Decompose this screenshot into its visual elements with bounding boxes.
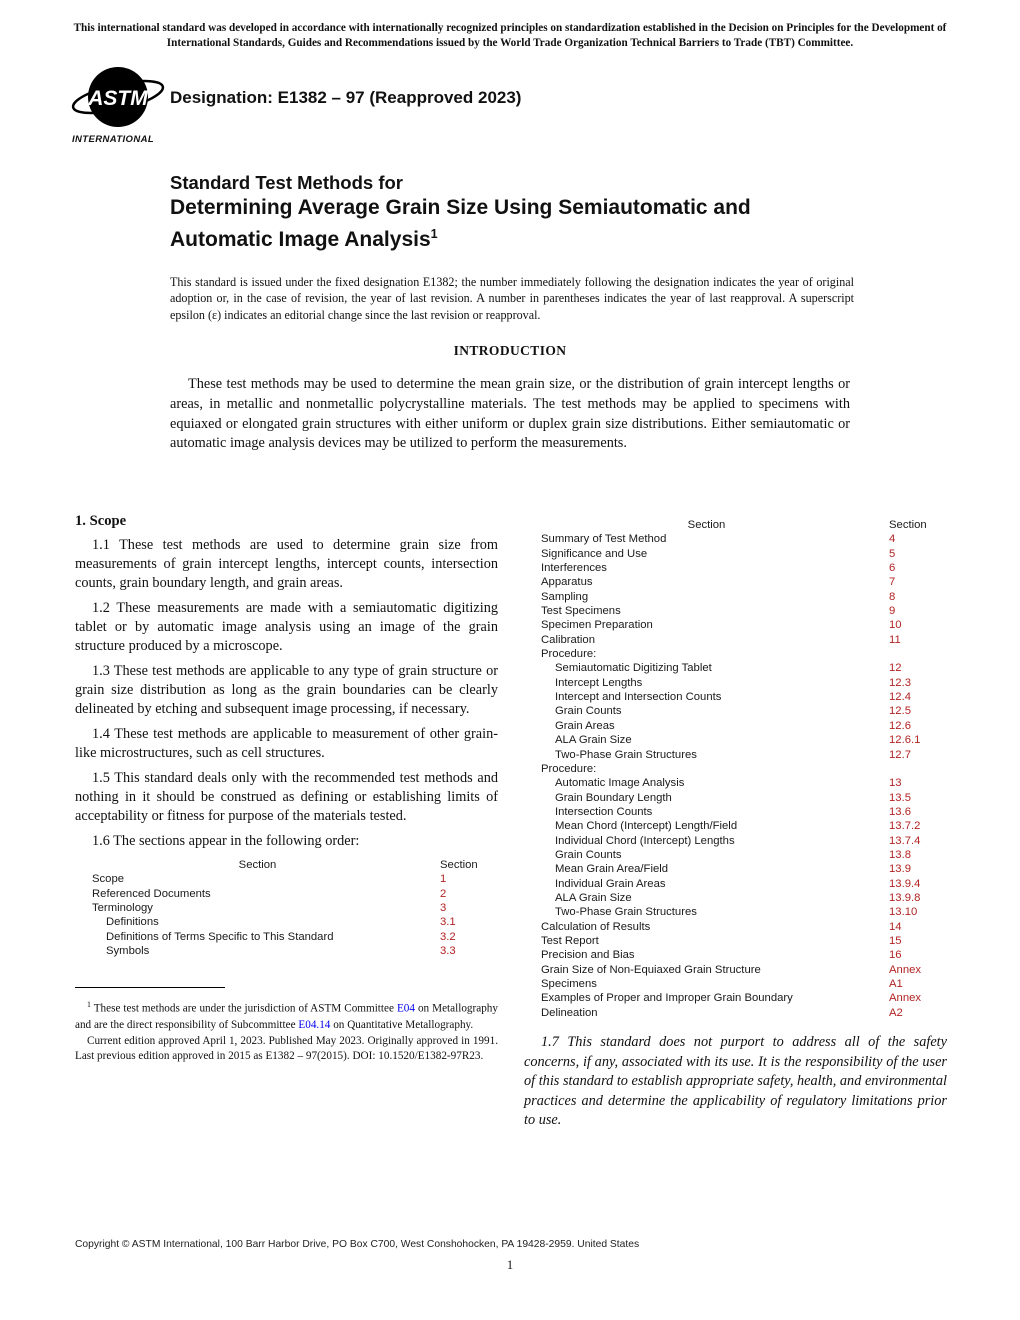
committee-link-e04[interactable]: E04: [396, 1003, 415, 1016]
toc-entry-number[interactable]: A2: [889, 1006, 903, 1019]
toc-entry-label: Two-Phase Grain Structures: [555, 748, 697, 761]
paragraph-1-3: 1.3 These test methods are applicable to any type of grain structure or grain size distribution as long as the grain boundaries can be clearly delineated by etching and subsequent image processing, if necessary.: [75, 662, 498, 718]
toc-row: [524, 862, 947, 876]
toc-row: [75, 901, 498, 915]
title-line-3-text: Automatic Image Analysis: [170, 228, 431, 251]
toc-entry-label: Calibration: [541, 633, 596, 646]
toc-entry-label: Scope: [92, 873, 125, 886]
toc-entry-label: Sampling: [541, 590, 589, 603]
toc-row: [75, 944, 498, 958]
footnote-ref: 1: [87, 1000, 91, 1010]
toc-entry-number[interactable]: 7: [889, 576, 896, 589]
introduction-body: These test methods may be used to determine the mean grain size, or the distribution of grain intercept lengths or areas, in metallic and nonmetallic polycrystalline materials. The test methods may be applied to specimens with equiaxed or elongated grain structures with either uniform or duplex grain size distributions. Either semiautomatic or automatic image analysis devices may be utilized to perform the measurements.: [170, 376, 850, 452]
toc-row: [524, 977, 947, 991]
toc-entry-number[interactable]: 12: [889, 662, 902, 675]
toc-entry-number[interactable]: 14: [889, 920, 902, 933]
astm-globe-icon: [70, 64, 166, 132]
toc-row: [524, 532, 947, 546]
toc-row: [524, 991, 947, 1005]
toc-entry-number: [889, 762, 947, 776]
toc-entry-number[interactable]: 6: [889, 562, 896, 575]
toc-entry-number[interactable]: Annex: [889, 963, 922, 976]
toc-entry-label: Symbols: [106, 945, 150, 958]
toc-entry-number[interactable]: 3.1: [440, 916, 456, 929]
subcommittee-link-e04-14[interactable]: E04.14: [298, 1018, 331, 1031]
toc-row: [524, 905, 947, 919]
toc-row: [75, 915, 498, 929]
toc-entry-number[interactable]: 3.2: [440, 930, 456, 943]
tbt-notice: This international standard was developed in accordance with internationally recognized principles on standardization established in the Decision on Principles for the Development of International Standards, Guides and Recommendations issued by the World Trade Organization Technical Barriers to Trade (TBT) Committee.: [73, 22, 947, 49]
left-column: [75, 508, 498, 1131]
toc-entry-number[interactable]: 13.9.4: [889, 877, 921, 890]
toc-entry-label: Definitions of Terms Specific to This Standard: [106, 930, 334, 943]
footnote-2: Current edition approved April 1, 2023. Published May 2023. Originally approved in 1991. Last previous edition approved in 2015 as E1382 – 97(2015). DOI: 10.1520/E1382-97R23.: [75, 1035, 498, 1063]
toc-row: [524, 704, 947, 718]
toc-header-label: Section: [687, 519, 726, 531]
toc-entry-number[interactable]: Annex: [889, 992, 922, 1005]
toc-entry-number[interactable]: A1: [889, 978, 903, 990]
toc-entry-number: [889, 647, 947, 661]
toc-header-label: Section: [238, 859, 277, 872]
toc-entry-label: Intercept and Intersection Counts: [555, 691, 722, 704]
toc-entry-number[interactable]: 13: [889, 777, 902, 790]
toc-entry-label: Intersection Counts: [555, 805, 653, 818]
toc-entry-label: Precision and Bias: [541, 949, 635, 962]
footnote-divider: [75, 987, 225, 988]
toc-row: [524, 1006, 947, 1020]
footnote-1-text-c: on Quantitative Metallography.: [330, 1018, 474, 1031]
scope-heading: 1. Scope: [75, 513, 127, 529]
title-line-1: Standard Test Methods for: [170, 172, 403, 193]
toc-entry-label: Examples of Proper and Improper Grain Boundary: [541, 992, 793, 1005]
toc-entry-number[interactable]: 5: [889, 547, 896, 560]
toc-entry-number[interactable]: 13.9.8: [889, 891, 921, 904]
toc-entry-number[interactable]: 4: [889, 533, 896, 546]
toc-left-table: [75, 858, 498, 958]
toc-entry-label: Grain Areas: [555, 719, 615, 732]
page-number: 1: [506, 1258, 514, 1272]
title-line-3: [170, 221, 890, 253]
toc-entry-number[interactable]: 12.6.1: [889, 734, 921, 747]
toc-entry-label: Intercept Lengths: [555, 676, 643, 689]
toc-entry-label: Grain Size of Non-Equiaxed Grain Structure: [541, 963, 761, 976]
toc-entry-label: Mean Grain Area/Field: [555, 863, 669, 876]
toc-row: [524, 733, 947, 747]
toc-row: [524, 920, 947, 934]
toc-row: [524, 805, 947, 819]
designation-line: Designation: E1382 – 97 (Reapproved 2023): [170, 88, 522, 107]
toc-entry-number[interactable]: 9: [889, 605, 896, 618]
astm-logo: [70, 64, 180, 145]
toc-entry-label: Automatic Image Analysis: [555, 777, 685, 790]
toc-row: [75, 887, 498, 901]
toc-entry-number[interactable]: 1: [440, 873, 447, 886]
toc-entry-number[interactable]: 12.6: [889, 719, 911, 732]
toc-entry-number[interactable]: 12.3: [889, 676, 911, 689]
paragraph-1-6: 1.6 The sections appear in the following order:: [92, 832, 360, 849]
toc-entry-number[interactable]: 13.8: [889, 848, 911, 861]
astm-logo-subtext: INTERNATIONAL: [72, 134, 155, 145]
footnote-1-text-b: on Metallography and are the direct responsibility of Subcommittee: [75, 1003, 498, 1031]
toc-right-table: [524, 518, 947, 1020]
toc-row: [524, 647, 947, 661]
toc-entry-label: Referenced Documents: [92, 887, 211, 900]
toc-entry-label: Grain Counts: [555, 848, 622, 861]
toc-row: [524, 891, 947, 905]
toc-entry-label: ALA Grain Size: [555, 891, 632, 904]
issued-note: This standard is issued under the fixed designation E1382; the number immediately following the designation indicates the year of original adoption or, in the case of revision, the year of last revision. A number in parentheses indicates the year of last reapproval. A superscript epsilon (ε) indicates an editorial change since the last revision or reapproval.: [170, 275, 854, 322]
toc-row: [524, 618, 947, 632]
toc-row: [524, 848, 947, 862]
copyright-line: Copyright © ASTM International, 100 Barr Harbor Drive, PO Box C700, West Conshohocken, PA 19428-2959. United States: [75, 1239, 640, 1250]
toc-entry-label: Interferences: [541, 562, 607, 575]
introduction-section: [170, 343, 850, 454]
toc-entry-number[interactable]: 13.6: [889, 805, 911, 818]
toc-row: [524, 748, 947, 762]
toc-entry-number[interactable]: 3.3: [440, 945, 456, 958]
introduction-heading: INTRODUCTION: [453, 343, 567, 358]
footnote-1: [75, 997, 498, 1033]
toc-header-num: Section: [889, 519, 927, 531]
toc-row: [524, 604, 947, 618]
toc-entry-label: Summary of Test Method: [541, 533, 667, 546]
toc-entry-label: Apparatus: [541, 576, 593, 589]
paragraph-1-5: 1.5 This standard deals only with the recommended test methods and nothing in it should be construed as defining or establishing limits of acceptability or fitness for purpose of the materials tested.: [75, 769, 498, 825]
right-column: [524, 508, 947, 1131]
toc-row: [524, 561, 947, 575]
astm-logo-text: ASTM: [88, 87, 148, 110]
toc-entry-label: Test Specimens: [541, 605, 621, 618]
toc-entry-number[interactable]: 16: [889, 949, 902, 962]
paragraph-1-1: 1.1 These test methods are used to determine grain size from measurements of grain intercept lengths, intercept counts, intersection counts, grain boundary length, and grain areas.: [75, 536, 498, 591]
toc-row: [75, 930, 498, 944]
title-footnote-ref: 1: [430, 227, 438, 241]
toc-entry-number[interactable]: 2: [440, 887, 447, 900]
toc-entry-label: Procedure:: [541, 648, 597, 661]
toc-entry-number[interactable]: 13.5: [889, 791, 911, 804]
paragraph-1-7: 1.7 This standard does not purport to address all of the safety concerns, if any, associated with its use. It is the responsibility of the user of this standard to establish appropriate safety, health, and environmental practices and determine the applicability of regulatory limitations prior to use.: [524, 1034, 947, 1129]
title-line-2: Determining Average Grain Size Using Semiautomatic and: [170, 196, 751, 219]
toc-entry-label: Procedure:: [541, 762, 597, 775]
toc-entry-number[interactable]: 13.7.4: [889, 834, 921, 847]
toc-entry-number[interactable]: 8: [889, 590, 896, 603]
toc-entry-label: Definitions: [106, 916, 159, 929]
toc-row: [524, 819, 947, 833]
document-title: [170, 170, 890, 253]
toc-row: [75, 872, 498, 886]
footnote-1-text-a: These test methods are under the jurisdiction of ASTM Committee: [90, 1003, 397, 1016]
toc-row: [524, 834, 947, 848]
toc-row: [524, 575, 947, 589]
toc-row: [524, 791, 947, 805]
two-column-body: [75, 508, 947, 1131]
toc-row: [524, 661, 947, 675]
toc-entry-label: Individual Grain Areas: [555, 877, 666, 890]
toc-entry-number[interactable]: 12.7: [889, 748, 911, 761]
toc-entry-number[interactable]: 13.10: [889, 906, 918, 919]
toc-entry-label: Specimen Preparation: [541, 619, 653, 632]
paragraph-1-4: 1.4 These test methods are applicable to measurement of other grain-like microstructures, such as cell structures.: [75, 725, 498, 762]
footnote-block: [75, 987, 498, 1064]
toc-entry-label: Grain Counts: [555, 705, 622, 718]
toc-row: [524, 547, 947, 561]
paragraph-1-2: 1.2 These measurements are made with a semiautomatic digitizing tablet or by automatic image analysis using an image of the grain structure produced by a microscope.: [75, 599, 498, 655]
toc-row: [524, 948, 947, 962]
toc-header-row: [75, 858, 498, 872]
toc-entry-number[interactable]: 3: [440, 902, 447, 915]
toc-row: [524, 776, 947, 790]
toc-entry-label: Mean Chord (Intercept) Length/Field: [555, 820, 738, 833]
toc-entry-label: Delineation: [541, 1006, 598, 1019]
toc-entry-label: Individual Chord (Intercept) Lengths: [555, 834, 735, 847]
toc-row: [524, 934, 947, 948]
toc-row: [524, 633, 947, 647]
toc-header-num: Section: [440, 859, 478, 872]
toc-entry-number[interactable]: 13.7.2: [889, 820, 921, 833]
toc-entry-number[interactable]: 11: [889, 633, 901, 646]
toc-entry-number[interactable]: 12.5: [889, 705, 911, 718]
toc-entry-label: Calculation of Results: [541, 920, 651, 933]
toc-header-row: [524, 518, 947, 532]
toc-entry-label: ALA Grain Size: [555, 734, 632, 747]
toc-entry-label: Terminology: [92, 902, 153, 915]
toc-entry-label: Semiautomatic Digitizing Tablet: [555, 662, 712, 675]
toc-row: [524, 590, 947, 604]
toc-entry-number[interactable]: 12.4: [889, 691, 911, 704]
toc-entry-label: Test Report: [541, 934, 599, 947]
toc-row: [524, 762, 947, 776]
toc-entry-label: Specimens: [541, 978, 597, 990]
toc-entry-number[interactable]: 13.9: [889, 863, 911, 876]
toc-row: [524, 877, 947, 891]
toc-entry-number[interactable]: 15: [889, 934, 902, 947]
toc-entry-label: Significance and Use: [541, 547, 648, 560]
toc-row: [524, 963, 947, 977]
toc-entry-number[interactable]: 10: [889, 619, 902, 632]
toc-entry-label: Grain Boundary Length: [555, 791, 672, 804]
toc-entry-label: Two-Phase Grain Structures: [555, 906, 697, 919]
toc-row: [524, 719, 947, 733]
toc-row: [524, 690, 947, 704]
toc-row: [524, 676, 947, 690]
